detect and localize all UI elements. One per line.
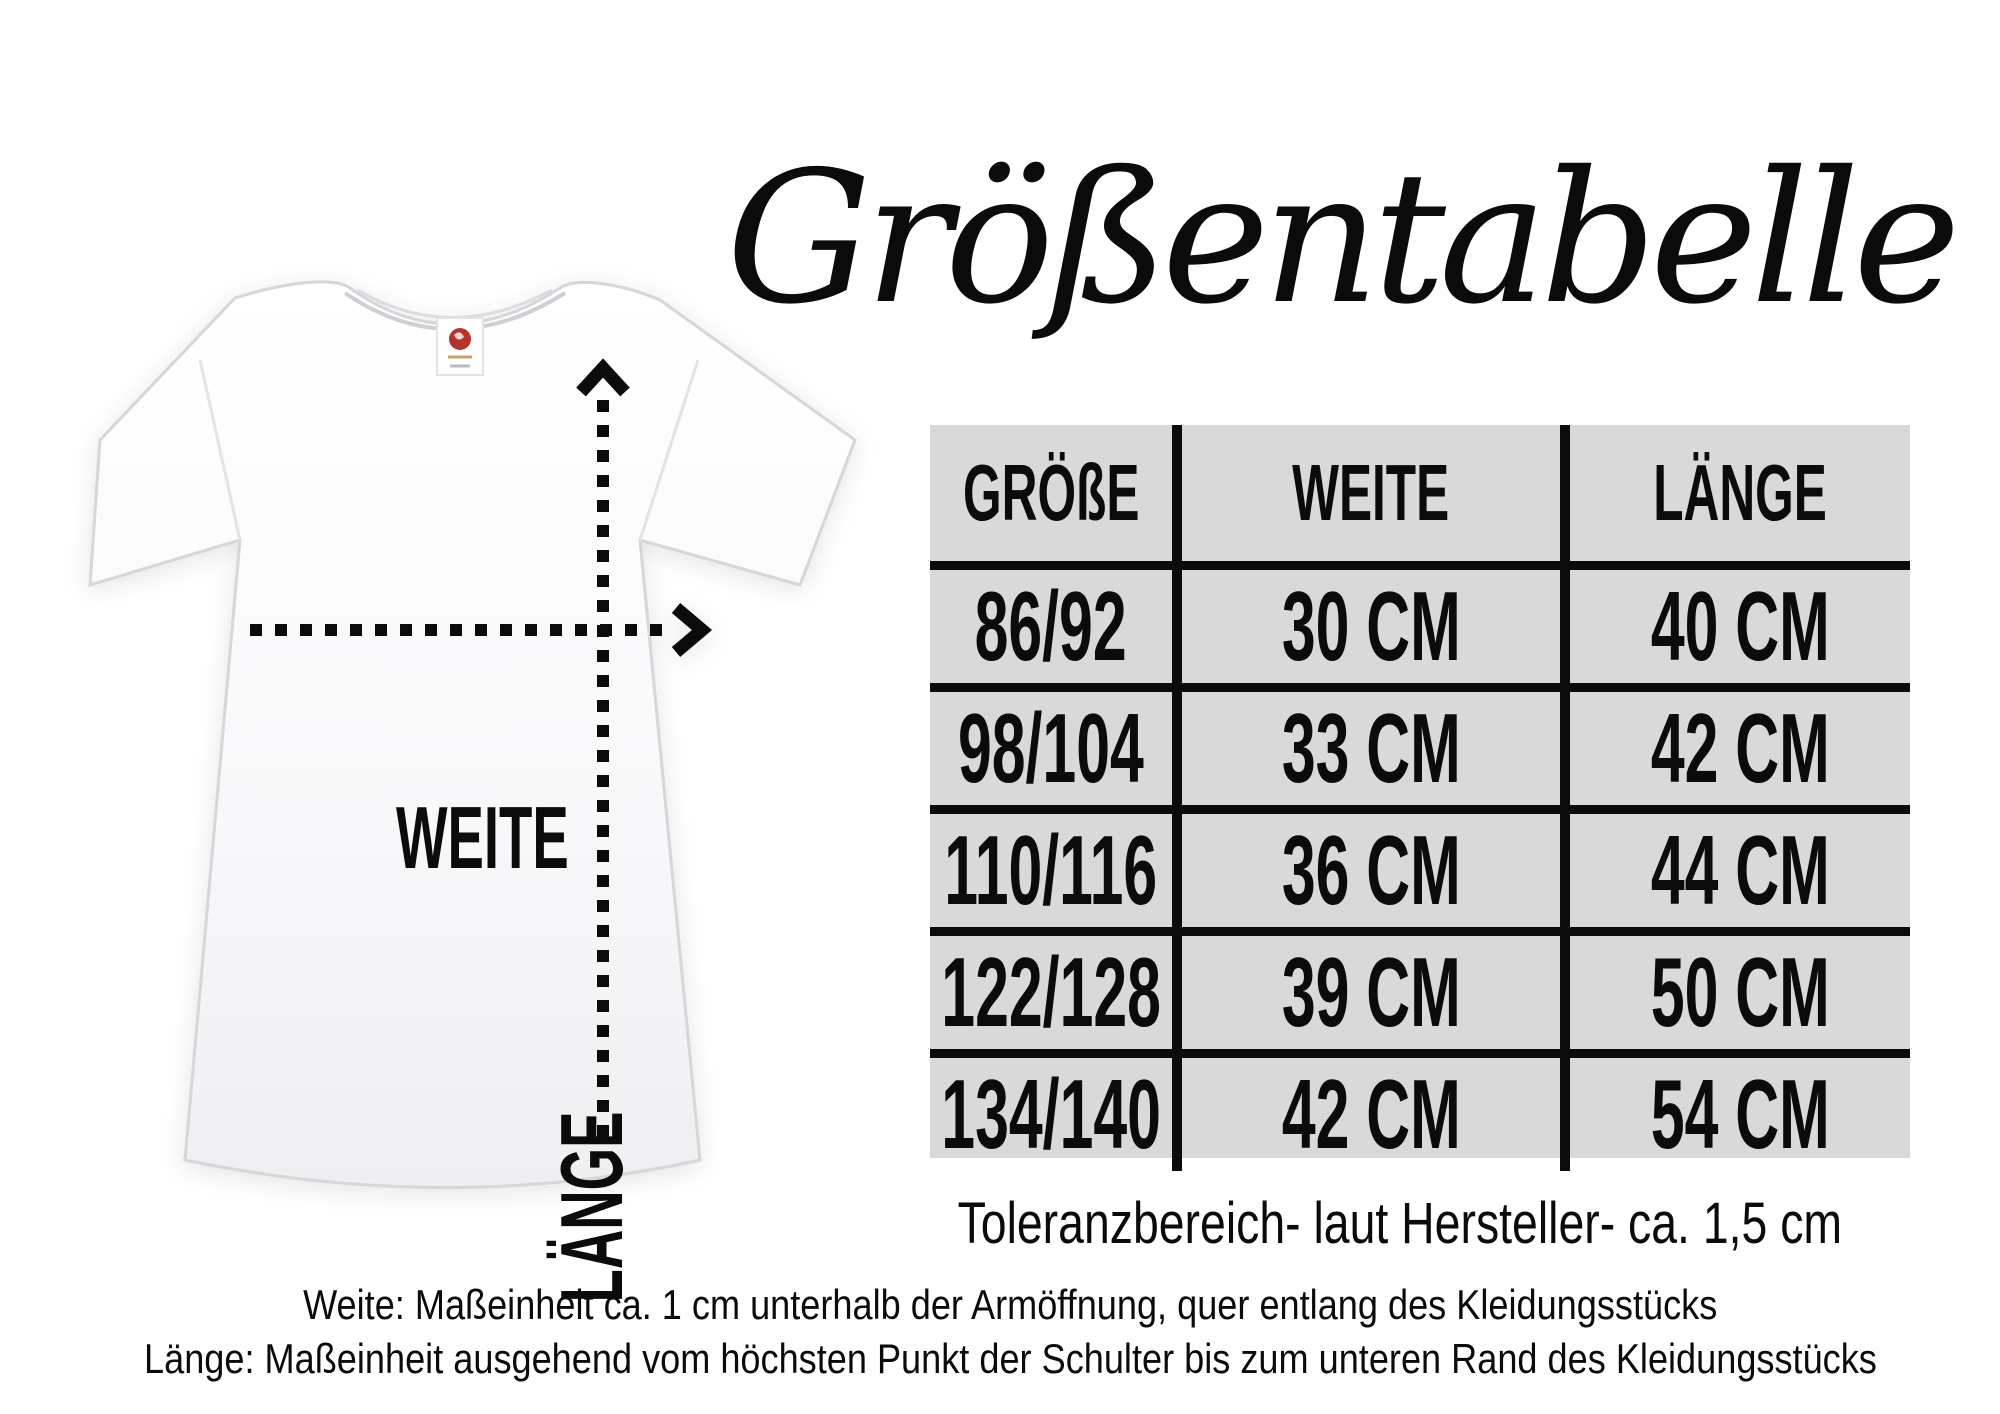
size-table (930, 425, 1910, 1169)
footnote-laenge: Länge: Maßeinheit ausgehend vom höchsten Punkt der Schulter bis zum unteren Rand des Kleidungsstücks (143, 1335, 1877, 1382)
table-cell-size-3: 122/128 (930, 927, 1172, 1049)
footnote-weite: Weite: Maßeinheit ca. 1 cm unterhalb der Armöffnung, quer entlang des Kleidungsstücks (302, 1281, 1718, 1328)
table-cell-size-0: 86/92 (930, 561, 1172, 683)
table-cell-laenge-1: 42 CM (1560, 683, 1910, 805)
table-cell-laenge-4: 54 CM (1560, 1049, 1910, 1171)
table-cell-weite-4: 42 CM (1172, 1049, 1560, 1171)
page-title: Größentabelle (726, 132, 1954, 344)
col-header-laenge: LÄNGE (1560, 425, 1910, 561)
table-cell-laenge-0: 40 CM (1560, 561, 1910, 683)
laenge-measure-label: LÄNGE (542, 1111, 641, 1303)
table-cell-weite-0: 30 CM (1172, 561, 1560, 683)
table-cell-size-4: 134/140 (930, 1049, 1172, 1171)
table-cell-laenge-2: 44 CM (1560, 805, 1910, 927)
table-cell-laenge-3: 50 CM (1560, 927, 1910, 1049)
col-header-weite: WEITE (1172, 425, 1560, 561)
table-cell-weite-1: 33 CM (1172, 683, 1560, 805)
table-cell-weite-3: 39 CM (1172, 927, 1560, 1049)
table-cell-size-1: 98/104 (930, 683, 1172, 805)
collar-label (437, 318, 483, 375)
col-header-groesse: GRÖßE (962, 448, 1140, 537)
weite-measure-label: WEITE (395, 788, 569, 887)
tshirt-image (50, 265, 880, 1225)
table-cell-weite-2: 36 CM (1172, 805, 1560, 927)
tshirt-body (90, 282, 855, 1188)
measurement-footnotes (0, 1278, 2000, 1386)
tshirt-diagram (50, 265, 880, 1303)
table-cell-size-2: 110/116 (930, 805, 1172, 927)
tolerance-note: Toleranzbereich- laut Hersteller- ca. 1,5 cm (957, 1190, 1843, 1256)
